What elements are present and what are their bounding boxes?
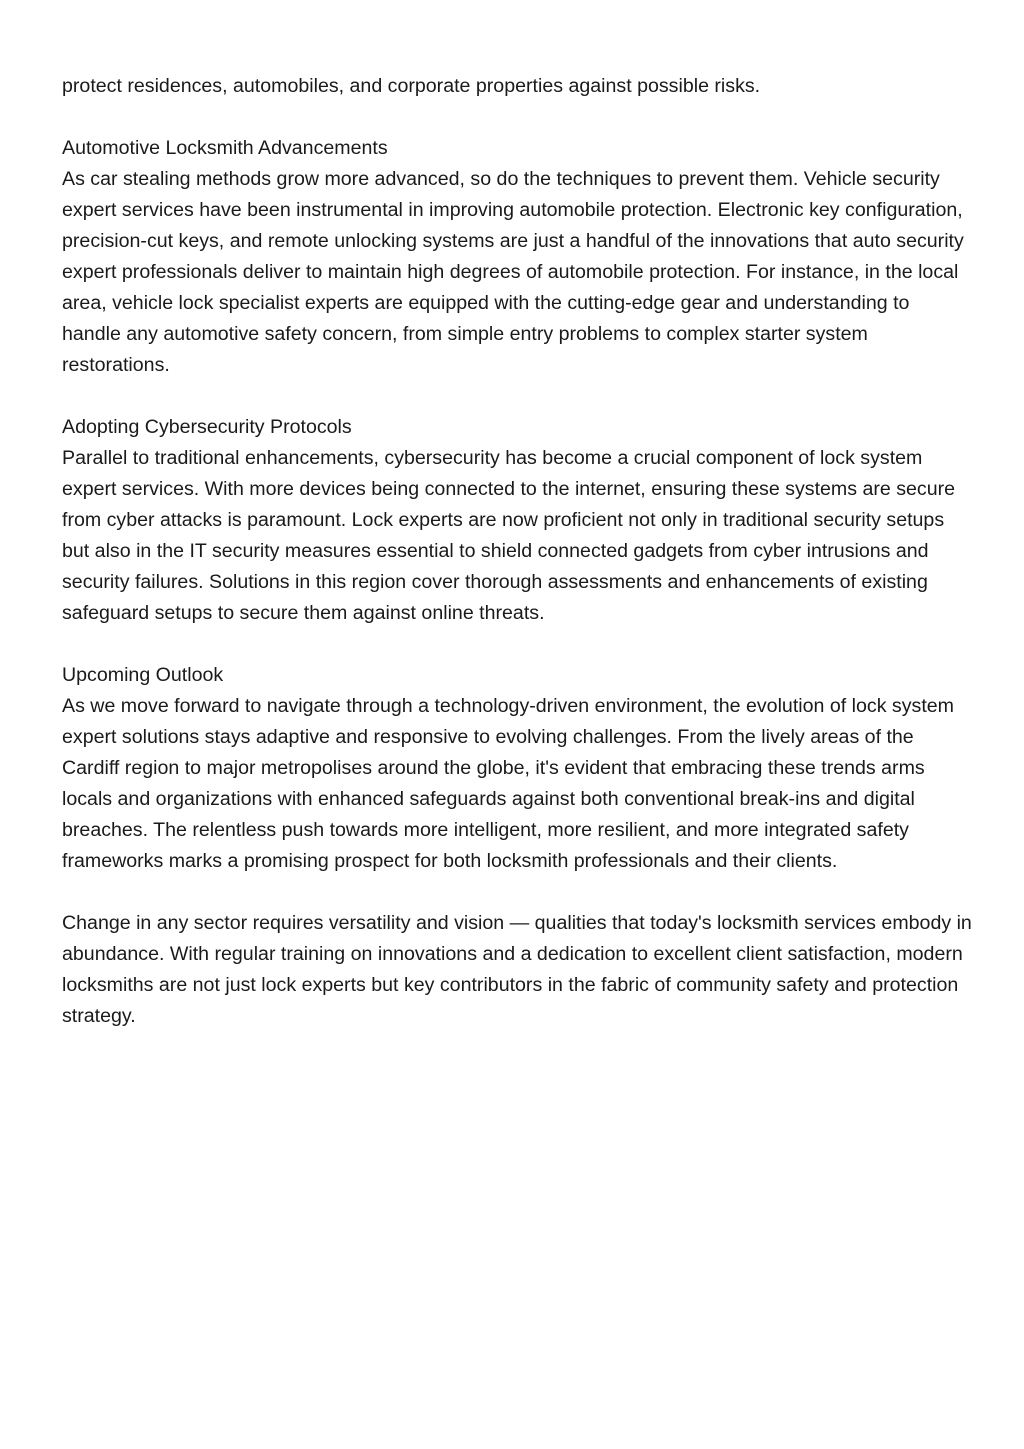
- section-body: As we move forward to navigate through a technology-driven environment, the evolution of lock system expert solutions stays adaptive and responsive to evolving challenges. From the lively areas of the Cardiff region to major metropolises around the globe, it's evident that embracing these trends arms locals and organizations with enhanced safeguards against both conventional break-ins and digital breaches. The relentless push towards more intelligent, more resilient, and more integrated safety frameworks marks a promising prospect for both locksmith professionals and their clients.: [62, 695, 954, 872]
- section-body: As car stealing methods grow more advanced, so do the techniques to prevent them. Vehicle security expert services have been instrumental in improving automobile protection. Electronic key configuration, precision-cut keys, and remote unlocking systems are just a handful of the innovations that auto security expert professionals deliver to maintain high degrees of automobile protection. For instance, in the local area, vehicle lock specialist experts are equipped with the cutting-edge gear and understanding to handle any automotive safety concern, from simple entry problems to complex starter system restorations.: [62, 168, 964, 376]
- section-heading: Adopting Cybersecurity Protocols: [62, 416, 352, 438]
- closing-paragraph: Change in any sector requires versatility and vision — qualities that today's locksmith services embody in abundance. With regular training on innovations and a dedication to excellent client satisfaction, modern locksmiths are not just lock experts but key contributors in the fabric of community safety and protection strategy.: [62, 912, 972, 1027]
- section-heading: Automotive Locksmith Advancements: [62, 137, 388, 159]
- section-automotive: [62, 133, 972, 381]
- intro-paragraph: protect residences, automobiles, and corporate properties against possible risks.: [62, 75, 761, 97]
- document-page: [62, 71, 972, 1063]
- section-outlook: [62, 660, 972, 877]
- section-body: Parallel to traditional enhancements, cybersecurity has become a crucial component of lock system expert services. With more devices being connected to the internet, ensuring these systems are secure from cyber attacks is paramount. Lock experts are now proficient not only in traditional security setups but also in the IT security measures essential to shield connected gadgets from cyber intrusions and security failures. Solutions in this region cover thorough assessments and enhancements of existing safeguard setups to secure them against online threats.: [62, 447, 956, 624]
- section-cybersecurity: [62, 412, 972, 629]
- section-heading: Upcoming Outlook: [62, 664, 224, 686]
